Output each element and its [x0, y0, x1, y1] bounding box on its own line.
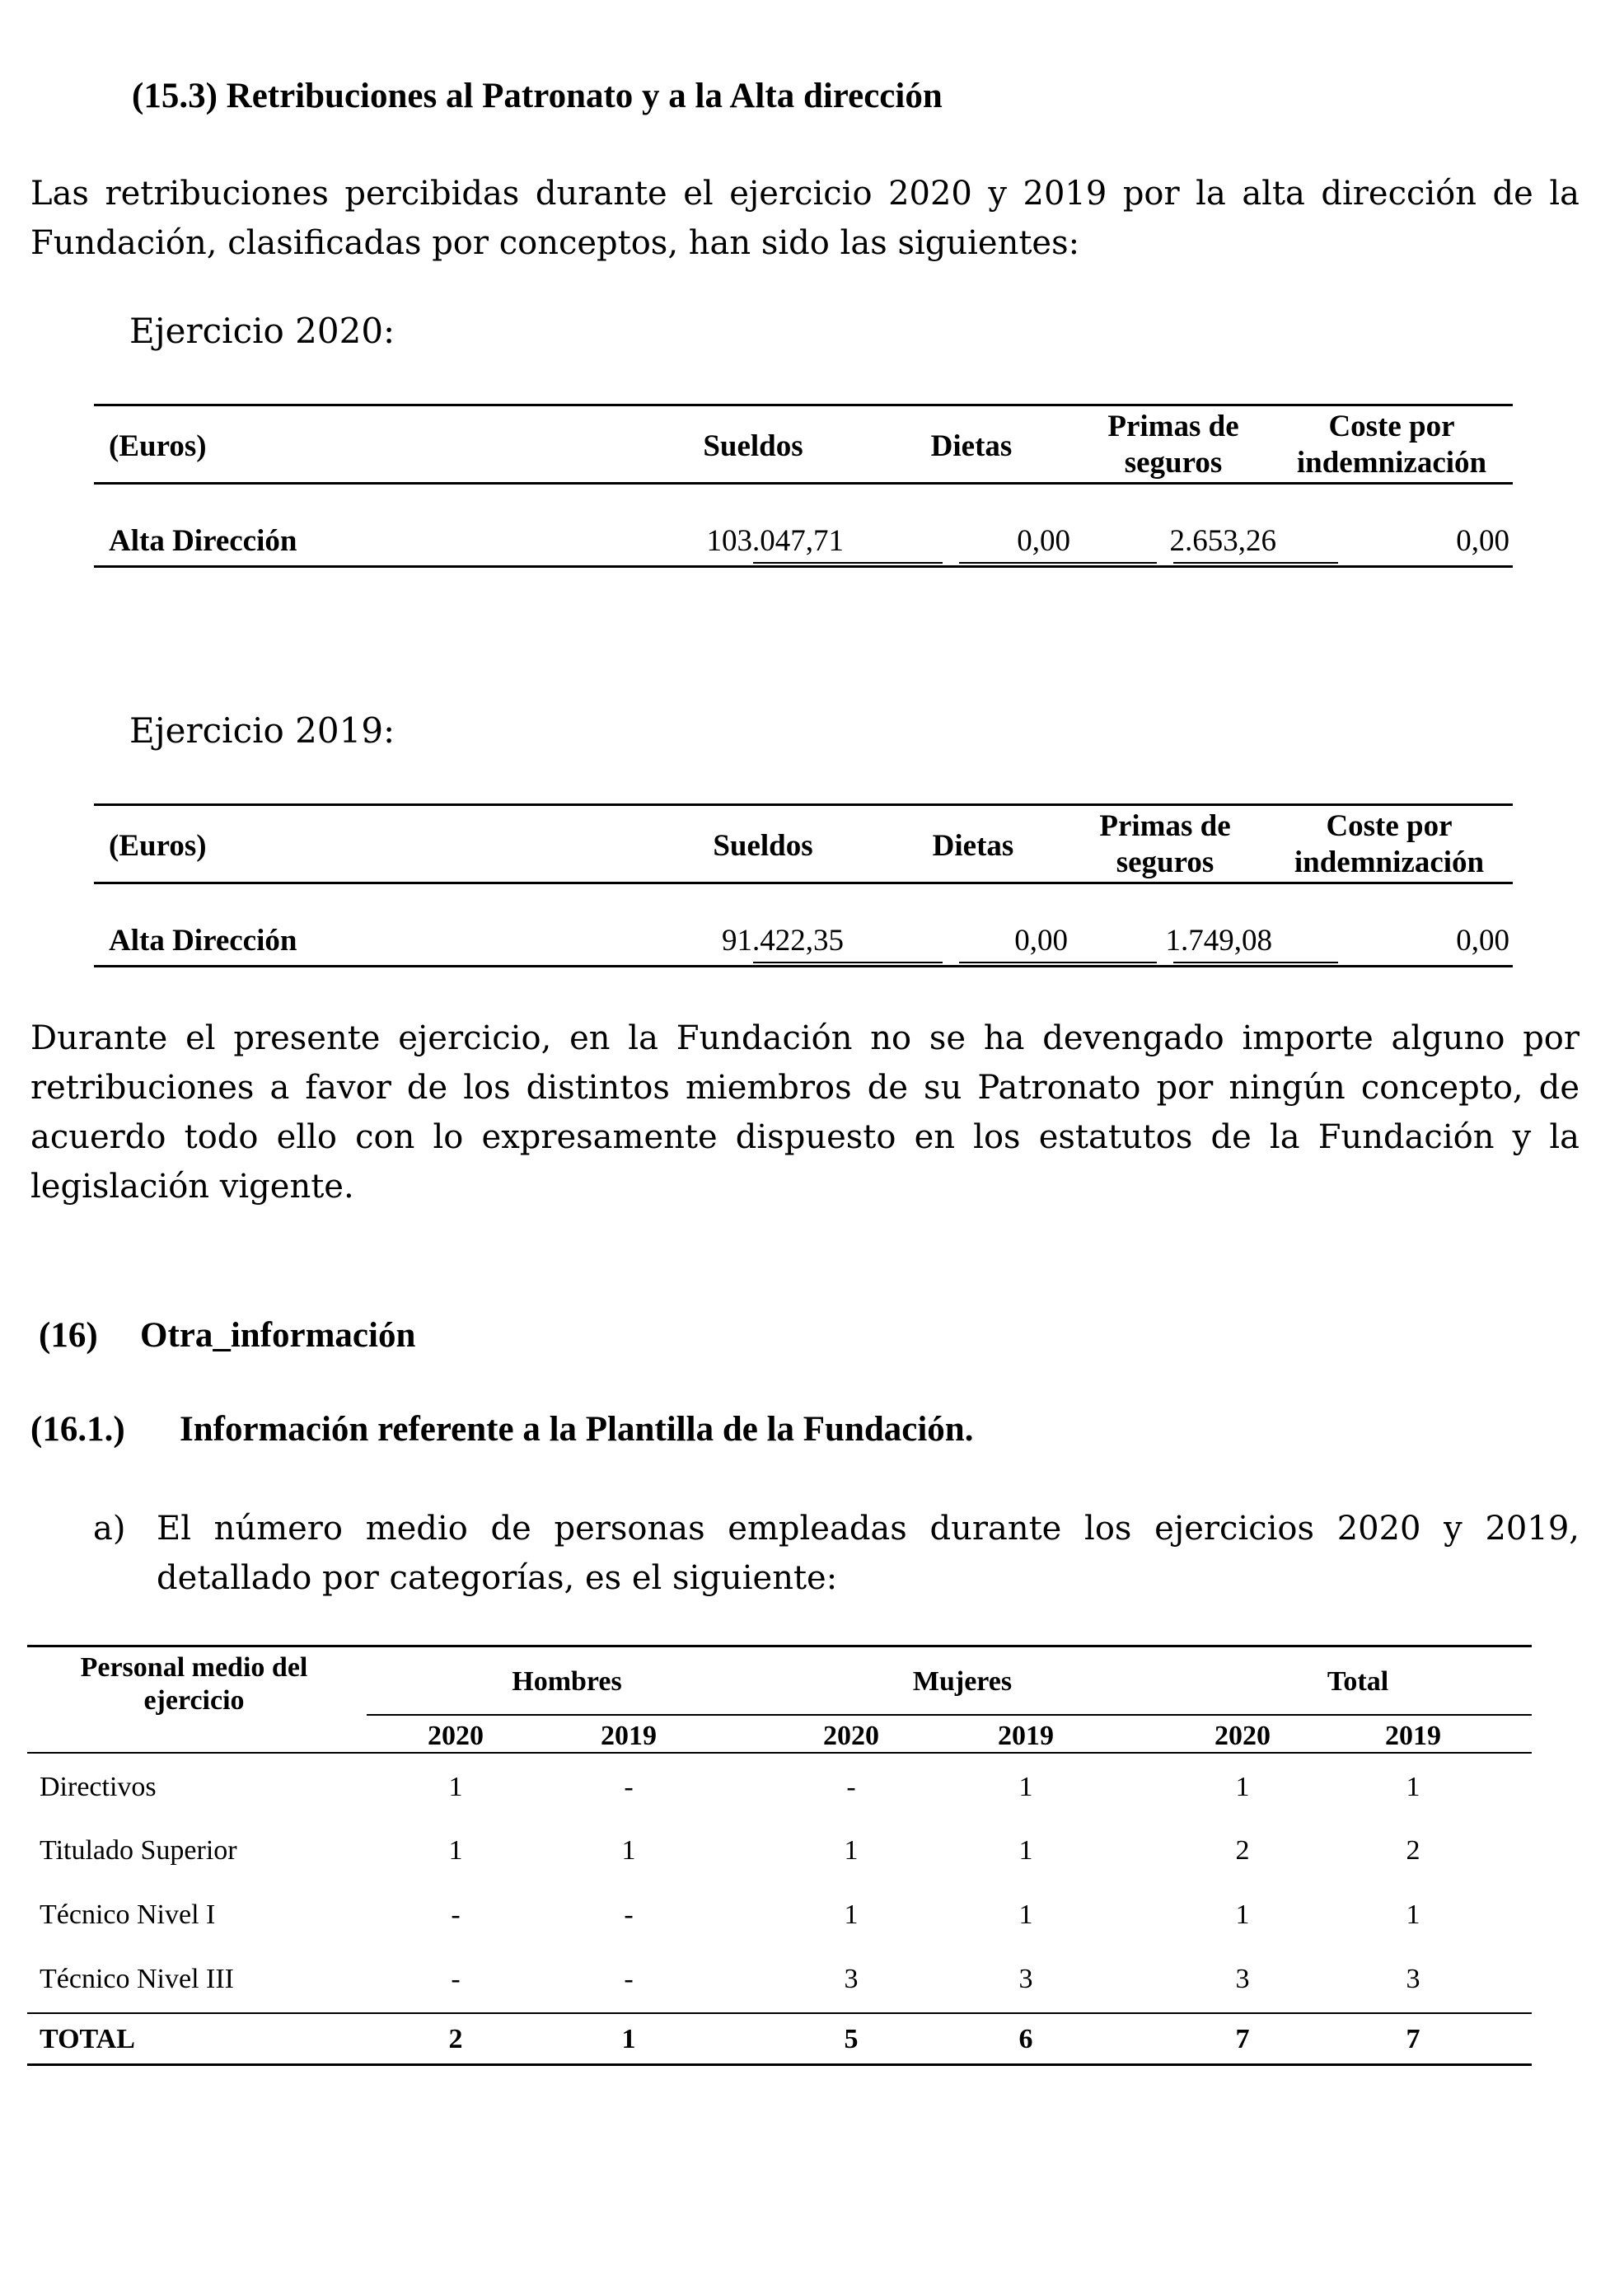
total-value: 5 — [844, 2024, 859, 2054]
remuneration-table-2019 — [94, 803, 1513, 968]
cell-value: 3 — [844, 1964, 859, 1994]
cell-value: 1 — [621, 1835, 636, 1866]
total-value: 7 — [1406, 2024, 1420, 2054]
value-sueldos: 103.047,71 — [706, 524, 844, 558]
header-euros: (Euros) — [109, 829, 207, 863]
row-label-tecnico-nivel-iii: Técnico Nivel III — [40, 1964, 234, 1994]
cell-underline — [959, 562, 1157, 564]
header-sueldos: Sueldos — [703, 429, 803, 463]
item-a-line: El número medio de personas empleadas durante los ejercicios 2020 y 2019, — [157, 1510, 1580, 1548]
cell-value: - — [624, 1899, 634, 1930]
intro-line: Las retribuciones percibidas durante el ejercicio 2020 y 2019 por la alta dirección de la — [30, 175, 1580, 213]
header-bottom-rule — [27, 1752, 1532, 1754]
value-coste: 0,00 — [1456, 524, 1509, 558]
header-dietas: Dietas — [930, 429, 1013, 463]
item-a-line: detallado por categorías, es el siguiente: — [157, 1559, 838, 1597]
table-bottom-rule — [27, 2063, 1532, 2066]
cell-value: 1 — [1235, 1772, 1250, 1802]
cell-value: 2 — [1235, 1835, 1250, 1866]
corner-header-line2: ejercicio — [143, 1685, 245, 1716]
patronato-paragraph — [30, 1014, 1580, 1211]
row-label-tecnico-nivel-i: Técnico Nivel I — [40, 1899, 216, 1930]
cell-value: 1 — [844, 1835, 859, 1866]
cell-value: 1 — [1018, 1899, 1033, 1930]
cell-value: 1 — [1018, 1772, 1033, 1802]
staff-table — [27, 1645, 1532, 2069]
header-coste-line1: Coste por — [1326, 809, 1453, 843]
header-coste-line1: Coste por — [1328, 410, 1455, 443]
cell-underline — [1173, 962, 1338, 963]
header-coste — [1272, 409, 1511, 481]
corner-header-line1: Personal medio del — [80, 1652, 308, 1683]
table-top-rule — [94, 404, 1513, 406]
cell-underline — [753, 562, 943, 564]
item-a-text — [157, 1504, 1580, 1603]
section-16-1-title: Información referente a la Plantilla de la Fundación. — [180, 1410, 974, 1449]
paragraph-line: acuerdo todo ello con lo expresamente dispuesto en los estatutos de la Fundación y la — [30, 1118, 1580, 1156]
total-value: 7 — [1235, 2024, 1250, 2054]
row-label-total: TOTAL — [40, 2024, 135, 2054]
row-label-alta-direccion: Alta Dirección — [109, 924, 297, 958]
remuneration-table-2020 — [94, 404, 1513, 569]
year-header: 2019 — [998, 1721, 1054, 1751]
cell-value: 1 — [1018, 1835, 1033, 1866]
intro-line: Fundación, clasificadas por conceptos, han sido las siguientes: — [30, 224, 1080, 262]
year-header: 2019 — [1385, 1721, 1441, 1751]
header-primas-line2: seguros — [1116, 845, 1214, 879]
table-top-rule — [27, 1645, 1532, 1647]
header-primas-line1: Primas de — [1107, 410, 1239, 443]
cell-underline — [959, 962, 1157, 963]
group-total: Total — [1327, 1666, 1389, 1697]
cell-value: 3 — [1406, 1964, 1420, 1994]
header-dietas: Dietas — [932, 829, 1014, 863]
value-coste: 0,00 — [1456, 924, 1509, 958]
header-primas — [1066, 409, 1280, 481]
total-value: 6 — [1018, 2024, 1033, 2054]
value-dietas: 0,00 — [1014, 924, 1068, 958]
table-2019-caption: Ejercicio 2019: — [129, 710, 395, 751]
header-euros: (Euros) — [109, 429, 207, 463]
table-top-rule — [94, 803, 1513, 806]
paragraph-line: legislación vigente. — [30, 1168, 354, 1206]
table-2020-caption: Ejercicio 2020: — [129, 311, 395, 351]
cell-value: 1 — [1235, 1899, 1250, 1930]
intro-paragraph — [30, 169, 1580, 268]
year-header: 2020 — [1214, 1721, 1271, 1751]
item-a-marker: a) — [93, 1510, 126, 1548]
total-value: 2 — [448, 2024, 463, 2054]
cell-value: 3 — [1018, 1964, 1033, 1994]
cell-underline — [753, 962, 943, 963]
group-hombres: Hombres — [512, 1666, 622, 1697]
row-label-directivos: Directivos — [40, 1772, 157, 1802]
cell-value: 1 — [448, 1772, 463, 1802]
table-header-rule — [94, 882, 1513, 884]
cell-value: - — [451, 1964, 461, 1994]
cell-underline — [1173, 562, 1338, 564]
year-header: 2020 — [823, 1721, 879, 1751]
section-15-3-heading: (15.3) Retribuciones al Patronato y a la Alta dirección — [132, 77, 943, 115]
total-value: 1 — [621, 2024, 636, 2054]
total-top-rule — [27, 2012, 1532, 2014]
value-sueldos: 91.422,35 — [722, 924, 844, 958]
header-coste-line2: indemnización — [1294, 845, 1485, 879]
header-sueldos: Sueldos — [713, 829, 813, 863]
row-label-alta-direccion: Alta Dirección — [109, 524, 297, 558]
cell-value: 1 — [1406, 1772, 1420, 1802]
value-primas: 1.749,08 — [1165, 924, 1272, 958]
paragraph-line: retribuciones a favor de los distintos miembros de su Patronato por ningún concepto, de — [30, 1069, 1580, 1107]
section-16-title: Otra_información — [140, 1316, 416, 1355]
cell-value: 3 — [1235, 1964, 1250, 1994]
cell-value: 1 — [1406, 1899, 1420, 1930]
paragraph-line: Durante el presente ejercicio, en la Fundación no se ha devengado importe alguno por — [30, 1019, 1580, 1057]
header-coste — [1270, 808, 1509, 881]
header-coste-line2: indemnización — [1296, 446, 1487, 480]
year-header: 2020 — [428, 1721, 484, 1751]
cell-value: 1 — [844, 1899, 859, 1930]
value-primas: 2.653,26 — [1169, 524, 1276, 558]
section-16-1-number: (16.1.) — [30, 1410, 125, 1449]
header-primas — [1058, 808, 1272, 881]
cell-value: - — [624, 1964, 634, 1994]
group-mujeres: Mujeres — [912, 1666, 1013, 1697]
cell-value: - — [451, 1899, 461, 1930]
cell-value: 1 — [448, 1835, 463, 1866]
cell-value: 2 — [1406, 1835, 1420, 1866]
cell-value: - — [846, 1772, 856, 1802]
header-primas-line1: Primas de — [1099, 809, 1231, 843]
header-primas-line2: seguros — [1124, 446, 1223, 480]
section-16-number: (16) — [39, 1316, 98, 1355]
table-bottom-rule — [94, 565, 1513, 568]
corner-header — [27, 1651, 361, 1717]
table-header-rule — [94, 482, 1513, 485]
value-dietas: 0,00 — [1017, 524, 1070, 558]
year-header: 2019 — [601, 1721, 657, 1751]
table-bottom-rule — [94, 965, 1513, 967]
row-label-titulado-superior: Titulado Superior — [40, 1835, 237, 1866]
cell-value: - — [624, 1772, 634, 1802]
year-header-rule — [367, 1714, 1532, 1716]
